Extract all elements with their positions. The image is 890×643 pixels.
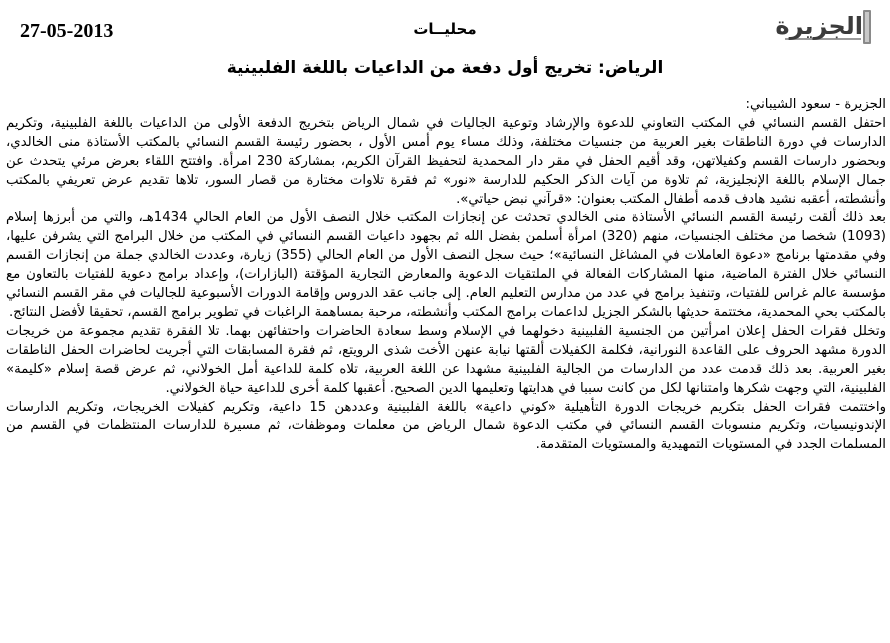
article-byline: الجزيرة - سعود الشيباني: <box>745 97 886 112</box>
logo-text: الجزيرة <box>775 12 863 40</box>
article-headline: الرياض: تخريج أول دفعة من الداعيات باللغة الفلبينية <box>226 58 664 78</box>
publication-date: 27-05-2013 <box>20 20 114 42</box>
article-paragraph: بعد ذلك ألقت رئيسة القسم النسائي الأستاذة منى الخالدي تحدثت عن إنجازات المكتب خلال النصف الأول من العام الحالي 1434هـ، والتي من أبرزها إسلام (1093) شخصا من مختلف الجنسيات، منهم (320) امرأة أسلمن بفضل الله ثم بجهود داعيات القسم النسائي في المكتب من خلال البرامج التي يشرفن عليها، وفي مقدمتها برنامج «دعوة العاملات في المشاغل النسائية»؛ حيث سجل النصف الأول من العام الحالي (355) زيارة، وعددت الخالدي جملة من إنجازات القسم النسائي خلال الفترة الماضية، منها المشاركات الفعالة في الملتقيات الدعوية والمعارض التجارية المؤقتة (البازارات)، وإعداد برامج دعوية للفتيات بالتعاون مع مؤسسة عالم غراس للفتيات، وتنفيذ برامج في عدد من مدارس التعليم العام. إلى جانب عقد الدروس وإقامة الدورات الأسبوعية للجاليات في مقر القسم النسائي بالمكتب بحي المحمدية، مختتمة حديثها بالشكر الجزيل لداعمات برامج المكتب وأنشطته، مرحبة بمساهمة الراغبات في تطوير برامج القسم، تحقيقا لأفضل النتائج. <box>6 210 887 320</box>
newspaper-logo <box>775 6 875 48</box>
section-title: محليــات <box>413 20 477 38</box>
article-body <box>6 96 886 455</box>
article-paragraph: احتفل القسم النسائي في المكتب التعاوني للدعوة والإرشاد وتوعية الجاليات في شمال الرياض بتخريج الدفعة الأولى من الداعيات باللغة الفلبينية، وتكريم الدارسات في دورة الناطقات بغير العربية من جنسيات مختلفة، وذلك مساء يوم أمس الأول ، بحضور رئيسة القسم النسائي بالمكتب الأستاذة منى الخالدي، وبحضور دارسات القسم وكفيلاتهن، وقد أقيم الحفل في مقر دار المحمدية لتحفيظ القرآن الكريم، بمشاركة 230 امرأة. وافتتح اللقاء بعرض مرئي يتحدث عن جمال الإسلام باللغة الإنجليزية، ثم تلاوة من آيات الذكر الحكيم للدارسة «نور» ثم فقرة تلاوات مختارة من قصار السور، تلاها تقديم عرض تعريفي بالمكتب وأنشطته، أعقبه نشيد هادف قدمه أطفال المكتب بعنوان: «قرآني نبض حياتي». <box>6 115 886 207</box>
article-paragraph: واختتمت فقرات الحفل بتكريم خريجات الدورة التأهيلية «كوني داعية» باللغة الفلبينية وعددهن 15 داعية، وتكريم كفيلات الخريجات، وتكريم الدارسات الإندونيسيات، وتكريم منسوبات القسم النسائي في مكتب الدعوة شمال الرياض من معلمات وموظفات، ثم مسيرة للدارسات المنتظمات في القسم من المسلمات الجدد في المستويات التمهيدية والمستويات المتقدمة. <box>6 399 887 453</box>
article-paragraph: وتخلل فقرات الحفل إعلان امرأتين من الجنسية الفلبينية دخولهما في الإسلام وسط سعادة الحاضرات واحتفائهن بهما. تلا الفقرة تقديم مجموعة من خريجات الدورة مشهد الحروف على القاعدة النورانية، فكلمة الكفيلات ألقتها نيابة عنهن الأخت شذى الرويتع، ثم فقرة المسابقات التي أجريت لحاضرات الحفل الناطقات بغير العربية. بعد ذلك قدمت عدد من الدارسات من الجالية الفلبينية مشهدا عن اللغة العربية، تلاه كلمة للداعية أمل الخولاني، ثم عرض قصة إسلام «كليمة» الفلبينية، التي وجهت شكرها وامتنانها لكل من كانت سببا في هدايتها وتعليمها الدين الصحيح. أعقبها كلمة أخرى للداعية حياة الخولاني. <box>6 323 886 396</box>
